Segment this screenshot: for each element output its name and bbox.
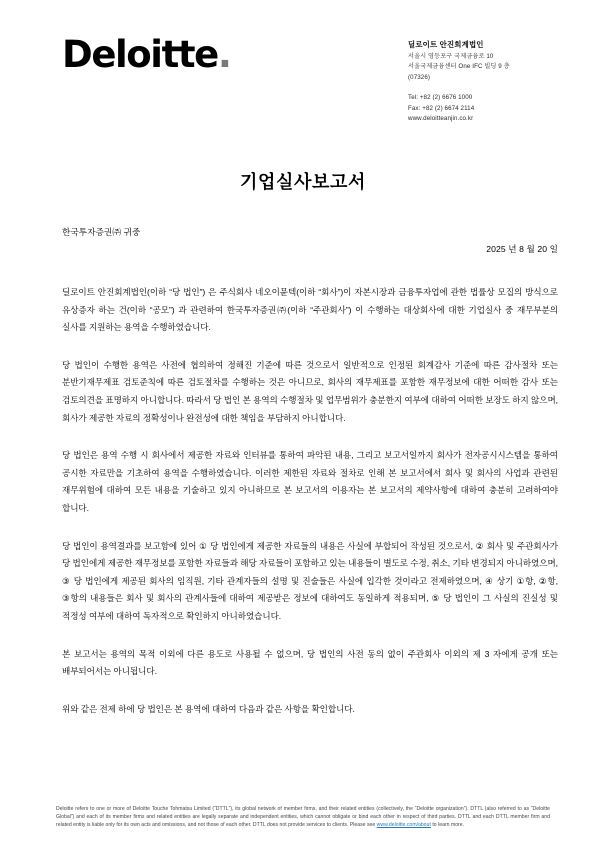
postal-code: (07326)	[408, 74, 431, 82]
logo-wordmark: Deloitte	[62, 33, 218, 76]
document-date: 2025 년 8 월 20 일	[486, 244, 558, 254]
body-paragraph-3: 당 법인은 용역 수행 시 회사에서 제공한 자료와 인터뷰를 통하여 파악된 내용, 그리고 보고서일까지 회사가 전자공시시스템을 통하여 공시한 자료만을 기초하여 용역을 수행하였습니다. 이러한 제한된 자료와 절차로 인해 본 보고서에서 회사 및 회사의 사업과 관련된 재무위험에 대하여 모든 내용을 기술하고 있지 아니하므로 본 보고서의 이용자는 본 보고서의 제약사항에 대하여 충분히 고려하여야 합니다.	[62, 450, 558, 513]
fax: Fax: +82 (2) 6674 2114	[408, 104, 475, 112]
addressee: 한국투자증권㈜ 귀중	[62, 227, 141, 237]
legal-disclaimer-footer	[56, 806, 550, 830]
deloitte-about-link[interactable]: www.deloitte.com/about	[376, 821, 431, 828]
document-body	[62, 284, 558, 718]
page-title: 기업실사보고서	[240, 172, 366, 192]
firm-address-block	[408, 40, 606, 125]
address-line-2: 서울국제금융센터 One IFC 빌딩 9 층	[408, 63, 510, 71]
deloitte-logo	[62, 33, 231, 76]
firm-name: 딜로이트 안진회계법인	[408, 40, 484, 49]
body-paragraph-5: 본 보고서는 용역의 목적 이외에 다른 용도로 사용될 수 없으며, 당 법인의 사전 동의 없이 주관회사 이외의 제 3 자에게 공개 또는 배부되어서는 아니됩니다.	[62, 648, 558, 677]
logo-dot: .	[217, 33, 231, 76]
body-paragraph-1: 딜로이트 안진회계법인(이하 “당 법인”) 은 주식회사 네오이뮨텍(이하 “회사”)이 자본시장과 금융투자업에 관한 법률상 모집의 방식으로 유상증자 하는 건(이하 “공모”) 과 관련하여 한국투자증권㈜(이하 “주관회사”) 이 수행하는 대상회사에 대한 기업실사 중 재무부분의 실사를 지원하는 용역을 수행하였습니다.	[62, 287, 558, 333]
disclaimer-text-tail: to learn more.	[430, 821, 465, 828]
address-line-1: 서울시 영등포구 국제금융로 10	[408, 52, 494, 60]
address-spacer	[408, 84, 606, 93]
body-paragraph-6: 위와 같은 전제 하에 당 법인은 본 용역에 대하여 다음과 같은 사항을 확인합니다.	[62, 703, 355, 714]
telephone: Tel: +82 (2) 6676 1000	[408, 93, 473, 101]
letterhead-header	[62, 33, 578, 136]
body-paragraph-2: 당 법인이 수행한 용역은 사전에 협의하여 정해진 기준에 따른 것으로서 일반적으로 인정된 회계감사 기준에 따른 감사절차 또는 분반기재무제표 검토준칙에 따른 검토절차를 수행하는 것은 아니므로, 회사의 재무제표를 포함한 재무정보에 대한 어떠한 감사 또는 검토의견을 표명하지 아니합니다. 따라서 당 법인 본 용역의 수행절차 및 업무범위가 충분한지 여부에 대하여 어떠한 보장도 하지 않으며, 회사가 제공한 자료의 정확성이나 완전성에 대한 책임을 부담하지 아니합니다.	[62, 359, 558, 423]
disclaimer-text: Deloitte refers to one or more of Deloitte Touche Tohmatsu Limited (“DTTL”), its global network of member firms, and their related entities (collectively, the “Deloitte organization”). DTTL (also referred to as “Deloitte Global”) and each of its member firms and related entities are legally separate and independent entities, which cannot obligate or bind each other in respect of third parties. DTTL and each DTTL member firm and related entity is liable only for its own acts and omissions, and not those of each other. DTTL does not provide services to clients. Please see	[56, 806, 550, 828]
body-paragraph-4: 당 법인이 용역결과를 보고함에 있어 ① 당 법인에게 제공한 자료들의 내용은 사실에 부합되어 작성된 것으로서, ② 회사 및 주관회사가 당 법인에게 제공한 재무정보를 포함한 자료들과 해당 자료들이 포함하고 있는 내용들이 별도로 수정, 취소, 기타 변경되지 아니하였으며, ③ 당 법인에게 제공된 회사의 임직원, 기타 관계자들의 설명 및 진술들은 사실에 입각한 것이라고 전제하였으며, ④ 상기 ①항, ②항, ③항의 내용들은 회사 및 회사의 관계사들에 대하여 제공받은 정보에 대하여도 동일하게 적용되며, ⑤ 당 법인이 그 사실의 진실성 및 적정성 여부에 대하여 독자적으로 확인하지 아니하였습니다.	[62, 540, 558, 621]
website: www.deloitteanjin.co.kr	[408, 115, 474, 123]
